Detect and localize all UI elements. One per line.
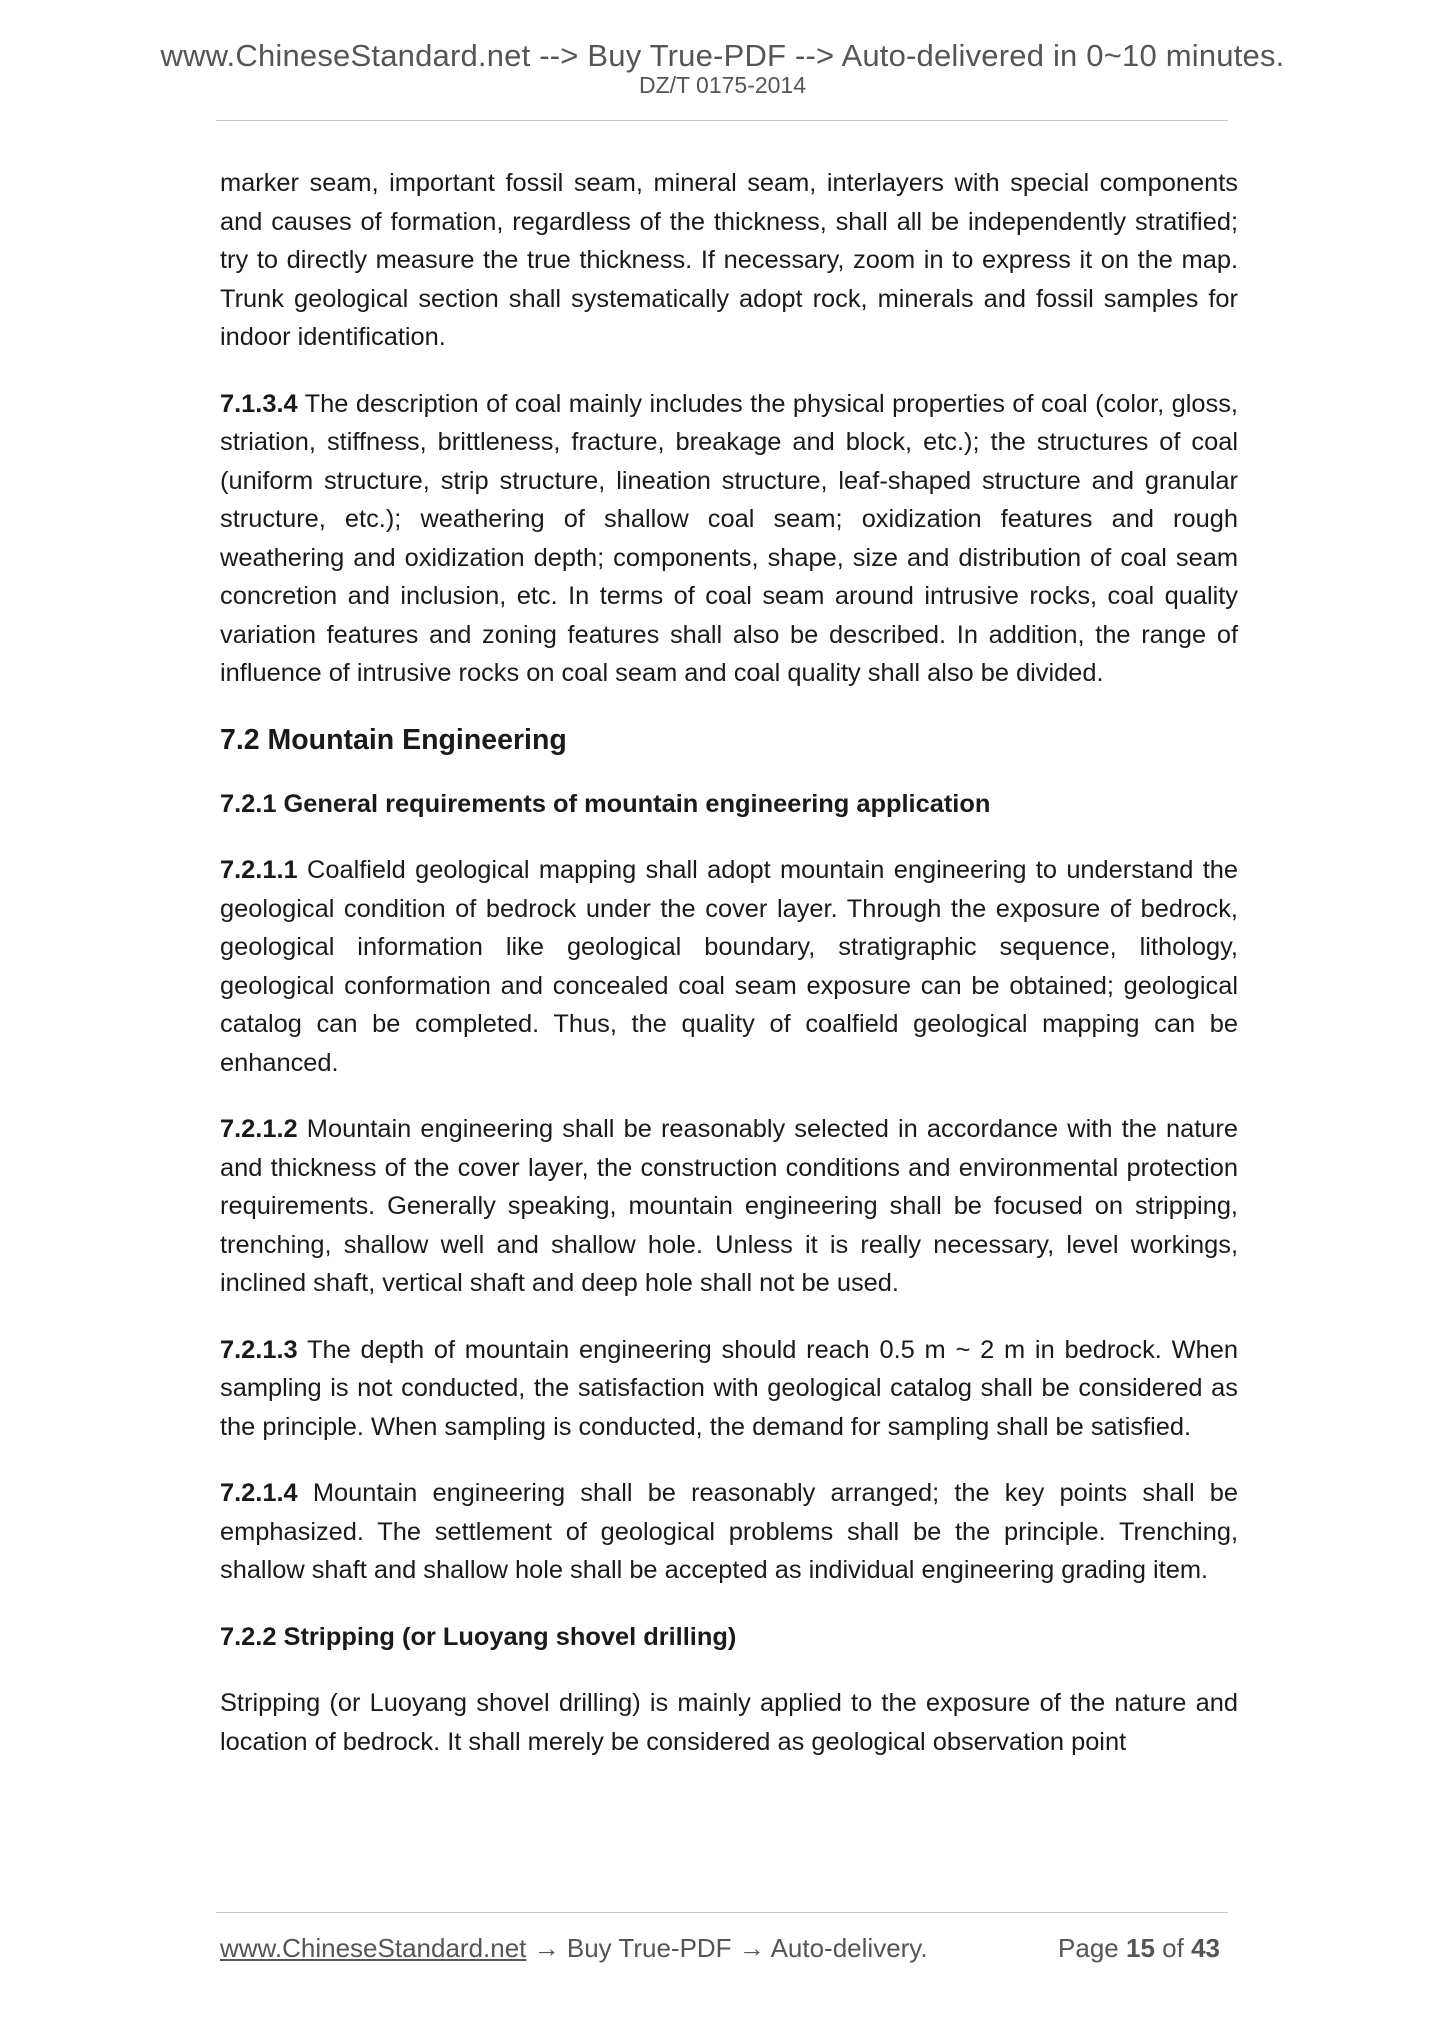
clause-number: 7.1.3.4 <box>220 389 298 418</box>
clause-text: Coalfield geological mapping shall adopt mountain engineering to understand the geological condition of bedrock under the cover layer. Through the exposure of bedrock, geological information like geological boundary, stratigraphic sequence, lithology, geological conformation and concealed coal seam exposure can be obtained; geological catalog can be completed. Thus, the quality of coalfield geological mapping can be enhanced. <box>220 856 1238 1077</box>
header-divider <box>216 120 1228 121</box>
section-heading-7-2: 7.2 Mountain Engineering <box>220 723 567 756</box>
total-pages: 43 <box>1191 1933 1220 1963</box>
clause-number: 7.2.1.1 <box>220 856 298 884</box>
subsection-heading-7-2-1: 7.2.1 General requirements of mountain engineering application <box>220 789 991 818</box>
clause-7-2-1-3 <box>220 1331 1238 1447</box>
page-number: 15 <box>1126 1933 1155 1963</box>
page-content <box>220 164 1238 1789</box>
clause-7-1-3-4 <box>220 385 1238 693</box>
clause-text: Mountain engineering shall be reasonably arranged; the key points shall be emphasized. The settlement of geological problems shall be the principle. Trenching, shallow shaft and shallow hole shall be accepted as individual engineering grading item. <box>220 1479 1238 1584</box>
footer-site-link[interactable]: www.ChineseStandard.net <box>220 1933 527 1963</box>
clause-text: Mountain engineering shall be reasonably selected in accordance with the nature and thickness of the cover layer, the construction conditions and environmental protection requirements. Generally speaking, mountain engineering shall be focused on stripping, trenching, shallow well and shallow hole. Unless it is really necessary, level workings, inclined shaft, vertical shaft and deep hole shall not be used. <box>220 1115 1238 1297</box>
page-label: Page <box>1058 1933 1119 1963</box>
clause-7-2-1-2 <box>220 1110 1238 1303</box>
page-footer <box>220 1928 1220 1968</box>
page-indicator <box>1058 1928 1220 1968</box>
clause-7-2-1-1 <box>220 851 1238 1082</box>
clause-7-2-1-4 <box>220 1474 1238 1590</box>
footer-promo-text: → Buy True-PDF → Auto-delivery. <box>526 1933 928 1963</box>
subsection-heading-7-2-2: 7.2.2 Stripping (or Luoyang shovel drilling) <box>220 1622 737 1651</box>
clause-text: The description of coal mainly includes the physical properties of coal (color, gloss, striation, stiffness, brittleness, fracture, breakage and block, etc.); the structures of coal (uniform structure, strip structure, lineation structure, leaf-shaped structure and granular structure, etc.); weathering of shallow coal seam; oxidization features and rough weathering and oxidization depth; components, shape, size and distribution of coal seam concretion and inclusion, etc. In terms of coal seam around intrusive rocks, coal quality variation features and zoning features shall also be described. In addition, the range of influence of intrusive rocks on coal seam and coal quality shall also be divided. <box>220 389 1238 687</box>
paragraph-stripping: Stripping (or Luoyang shovel drilling) is mainly applied to the exposure of the nature and location of bedrock. It shall merely be considered as geological observation point <box>220 1689 1238 1756</box>
document-id: DZ/T 0175-2014 <box>638 72 807 98</box>
clause-number: 7.2.1.2 <box>220 1115 298 1143</box>
clause-number: 7.2.1.4 <box>220 1479 298 1507</box>
header-banner: www.ChineseStandard.net --> Buy True-PDF --> Auto-delivered in 0~10 minutes. <box>160 38 1285 73</box>
clause-number: 7.2.1.3 <box>220 1335 298 1364</box>
footer-divider <box>216 1912 1228 1913</box>
of-label: of <box>1162 1933 1184 1963</box>
paragraph-continuation: marker seam, important fossil seam, mineral seam, interlayers with special components and causes of formation, regardless of the thickness, shall all be independently stratified; try to directly measure the true thickness. If necessary, zoom in to express it on the map. Trunk geological section shall systematically adopt rock, minerals and fossil samples for indoor identification. <box>220 169 1238 351</box>
clause-text: The depth of mountain engineering should reach 0.5 m ~ 2 m in bedrock. When sampling is not conducted, the satisfaction with geological catalog shall be considered as the principle. When sampling is conducted, the demand for sampling shall be satisfied. <box>220 1335 1238 1441</box>
